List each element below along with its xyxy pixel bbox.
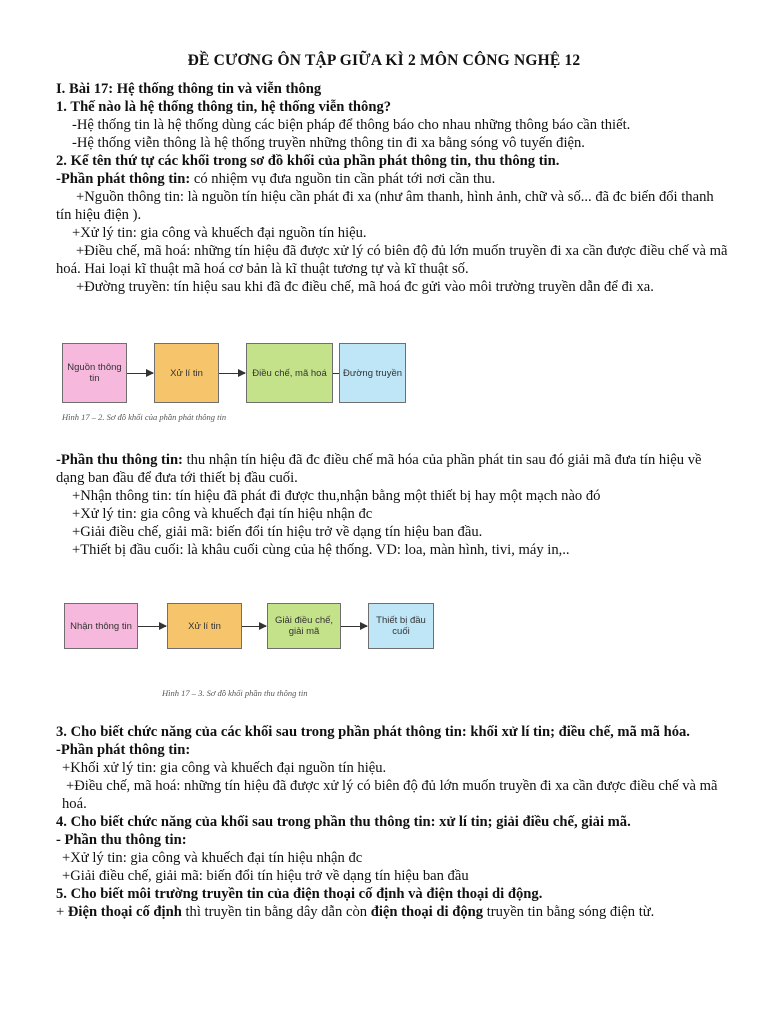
question-3: 3. Cho biết chức năng của các khối sau trong phần phát thông tin: khối xử lí tin; điều chế, mã mã hóa.	[56, 724, 690, 740]
transmit-item-2: +Xử lý tin: gia công và khuếch đại nguồn tín hiệu.	[72, 225, 367, 241]
receive-item-1: +Nhận thông tin: tín hiệu đã phát đi được thu,nhận bằng một thiết bị hay một mạch nào đó	[72, 488, 601, 504]
transmit-item-3: +Điều chế, mã hoá: những tín hiệu đã được xử lý có biên độ đủ lớn muốn truyền đi xa cần được điều chế và mã hoá. Hai loại kĩ thuật mã hoá cơ bản là kĩ thuật tương tự và kĩ thuật số.	[56, 243, 728, 277]
answer-4-item-2: +Giải điều chế, giải mã: biến đổi tín hiệu trở về dạng tín hiệu ban đầu	[62, 868, 469, 884]
section-questions-3-5	[56, 723, 732, 921]
answer-5-text-2: truyền tin bằng sóng điện từ.	[483, 904, 655, 920]
answer-3-heading: -Phần phát thông tin:	[56, 742, 191, 758]
box-label: Nhận thông tin	[70, 620, 132, 632]
diagram-box	[267, 603, 341, 649]
answer-3-item-2: +Điều chế, mã hoá: những tín hiệu đã được xử lý có biên độ đủ lớn muốn truyền đi xa cần được điều chế và mã hoá.	[62, 778, 718, 812]
answer-1-line-1: -Hệ thống tin là hệ thống dùng các biện pháp để thông báo cho nhau những thông báo cần thiết.	[72, 117, 631, 133]
box-label: Xử lí tin	[170, 367, 203, 379]
answer-4-heading: - Phần thu thông tin:	[56, 832, 187, 848]
transmit-item-4: +Đường truyền: tín hiệu sau khi đã đc điều chế, mã hoá đc gửi vào môi trường truyền dẫn để đi xa.	[76, 279, 654, 295]
box-label: Nguồn thông tin	[67, 362, 122, 384]
diagram-box	[339, 343, 406, 403]
answer-5-prefix: +	[56, 904, 68, 920]
section-receive	[56, 451, 732, 559]
answer-5-text-1: thì truyền tin bằng dây dẫn còn	[181, 904, 371, 920]
answer-4-item-1: +Xử lý tin: gia công và khuếch đại tín hiệu nhận đc	[62, 850, 363, 866]
receive-item-4: +Thiết bị đầu cuối: là khâu cuối cùng của hệ thống. VD: loa, màn hình, tivi, máy in,..	[72, 542, 570, 558]
arrow-icon	[138, 626, 166, 627]
question-1: 1. Thế nào là hệ thống thông tin, hệ thống viễn thông?	[56, 99, 392, 115]
question-2: 2. Kể tên thứ tự các khối trong sơ đồ khối của phần phát thông tin, thu thông tin.	[56, 153, 560, 169]
receive-definition	[56, 451, 732, 487]
answer-5-mobile-phone: điện thoại di động	[370, 904, 484, 920]
box-label: Thiết bị đầu cuối	[376, 615, 426, 637]
transmit-item-1: +Nguồn thông tin: là nguồn tín hiệu cần phát đi xa (như âm thanh, hình ảnh, chữ và số... đã đc biến đổi thanh tín hiệu điện ).	[56, 189, 714, 223]
question-5: 5. Cho biết môi trường truyền tin của điện thoại cố định và điện thoại di động.	[56, 886, 543, 902]
answer-1-line-2: -Hệ thống viễn thông là hệ thống truyền những thông tin đi xa bằng sóng vô tuyến điện.	[72, 135, 585, 151]
diagram-box	[62, 343, 127, 403]
transmit-text: có nhiệm vụ đưa nguồn tin cần phát tới nơi cần thu.	[190, 171, 496, 187]
box-label: Điều chế, mã hoá	[252, 367, 327, 379]
answer-5	[56, 903, 732, 921]
diagram-box	[368, 603, 434, 649]
answer-5-fixed-phone: Điện thoại cố định	[67, 904, 182, 920]
question-4: 4. Cho biết chức năng của khối sau trong phần thu thông tin: xử lí tin; giải điều chế, giải mã.	[56, 814, 631, 830]
diagram-box	[246, 343, 333, 403]
box-label: Giải điều chế, giải mã	[274, 615, 334, 637]
receive-item-3: +Giải điều chế, giải mã: biến đổi tín hiệu trở về dạng tín hiệu ban đầu.	[72, 524, 483, 540]
answer-3-item-1: +Khối xử lý tin: gia công và khuếch đại nguồn tín hiệu.	[62, 760, 387, 776]
figure-caption: Hình 17 – 2. Sơ đồ khối của phần phát thông tin	[62, 412, 227, 422]
diagram-box	[167, 603, 242, 649]
receive-item-2: +Xử lý tin: gia công và khuếch đại tín hiệu nhận đc	[72, 506, 373, 522]
figure-caption: Hình 17 – 3. Sơ đồ khối phần thu thông tin	[162, 688, 308, 698]
receive-text: thu nhận tín hiệu đã đc điều chế mã hóa của phần phát tin sau đó giải mã đưa tín hiệu về dạng ban đầu để đưa tới thiết bị đầu cuối.	[56, 452, 702, 486]
section-bai-17	[56, 80, 732, 296]
transmit-definition	[56, 170, 732, 188]
arrow-icon	[219, 373, 245, 374]
page-title: ĐỀ CƯƠNG ÔN TẬP GIỮA KÌ 2 MÔN CÔNG NGHỆ 12	[187, 52, 581, 69]
arrow-icon	[127, 373, 153, 374]
box-label: Đường truyền	[342, 367, 403, 379]
receive-label: -Phần thu thông tin:	[56, 452, 183, 468]
diagram-box	[64, 603, 138, 649]
transmit-label: -Phần phát thông tin:	[56, 171, 191, 187]
section-heading: I. Bài 17: Hệ thống thông tin và viễn thông	[56, 81, 322, 97]
box-label: Xử lí tin	[188, 620, 221, 632]
diagram-box	[154, 343, 219, 403]
arrow-icon	[242, 626, 266, 627]
arrow-icon	[341, 626, 367, 627]
